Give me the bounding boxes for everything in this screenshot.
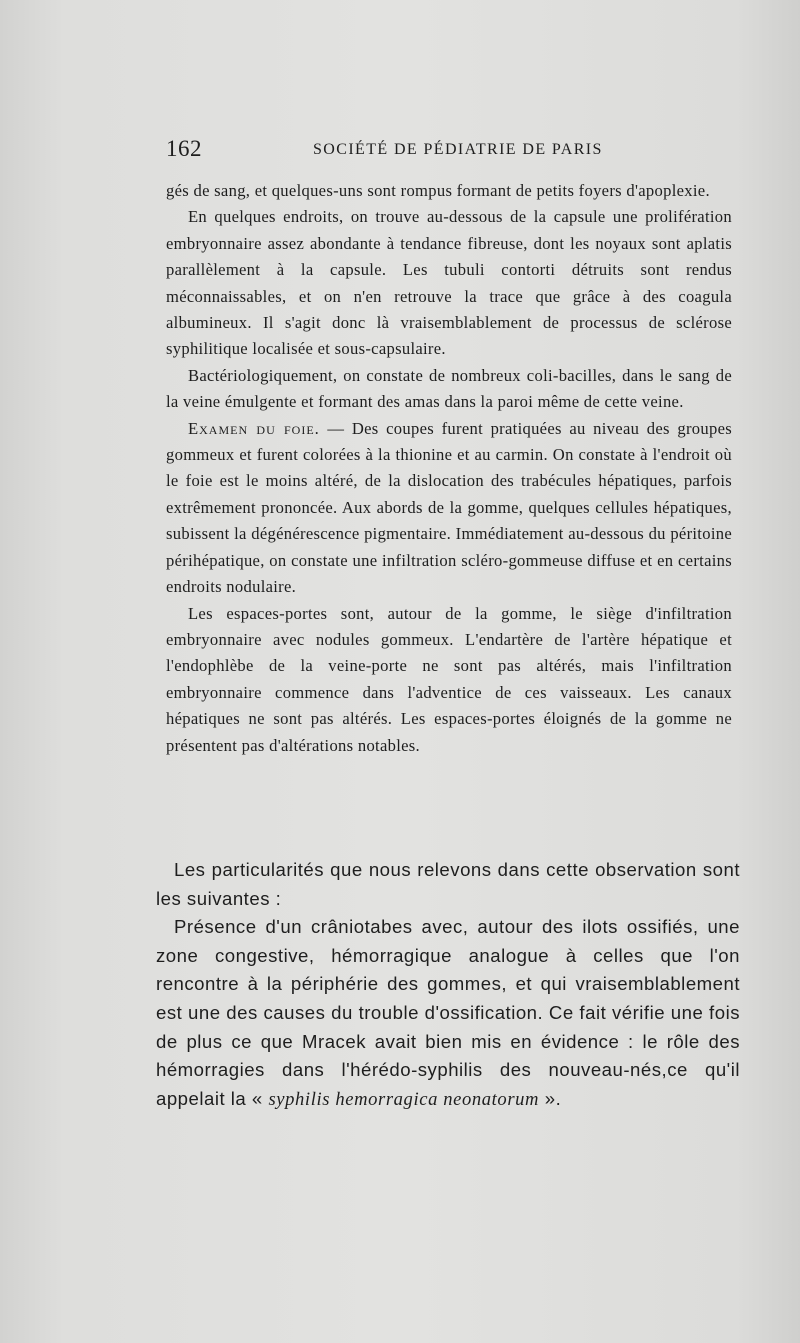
paragraph-particularites: Les particularités que nous relevons dans cette observation sont les suivantes :: [156, 859, 740, 909]
case-report-text: [166, 178, 732, 759]
paragraph-examen-foie: [166, 416, 732, 601]
page-header: [166, 136, 732, 166]
paragraph-craniotabes-text: Présence d'un crâniotabes avec, autour des ilots ossifiés, une zone congestive, hémorragique analogue à celles que l'on rencontre à la périphérie des gommes, et qui vraisemblablement est une des causes du trouble d'ossification. Ce fait vérifie une fois de plus ce que Mracek avait bien mis en évidence : le rôle des hémorragies dans l'hérédo-syphilis des nouveau-nés,ce qu'il appelait la «: [156, 916, 740, 1109]
paragraph-espaces-portes: Les espaces-portes sont, autour de la gomme, le siège d'infiltration embryonnaire avec nodules gommeux. L'endartère de l'artère hépatique et l'endophlèbe de la veine-porte ne sont pas altérés, mais l'infiltration embryonnaire commence dans l'adventice de ces vaisseaux. Les canaux hépatiques ne sont pas altérés. Les espaces-portes éloignés de la gomme ne présentent pas d'altérations notables.: [166, 603, 732, 755]
paragraph-craniotabes: [156, 913, 740, 1114]
paragraph-apoplexie: gés de sang, et quelques-uns sont rompus formant de petits foyers d'apoplexie.: [166, 181, 710, 200]
page-number: 162: [166, 136, 202, 161]
section-heading-examen-du-foie: Examen du foie.: [188, 418, 320, 438]
conclusion-text: [156, 856, 740, 1114]
latin-term: syphilis hemorragica neonatorum: [268, 1088, 540, 1110]
running-title: SOCIÉTÉ DE PÉDIATRIE DE PARIS: [313, 141, 603, 158]
paragraph-bacteriologie: Bactériologiquement, on constate de nombreux coli-bacilles, dans le sang de la veine émulgente et formant des amas dans la paroi même de cette veine.: [166, 365, 732, 412]
paragraph-examen-foie-text: — Des coupes furent pratiquées au niveau des groupes gommeux et furent colorées à la thionine et au carmin. On constate à l'endroit où le foie est le moins altéré, de la dislocation des trabécules hépatiques, parfois extrêmement prononcée. Aux abords de la gomme, quelques cellules hépatiques, subissent la dégénérescence pigmentaire. Immédiatement au-dessous du péritoine périhépatique, on constate une infiltration scléro-gommeuse diffuse et en certains endroits nodulaire.: [166, 418, 733, 597]
paragraph-craniotabes-end: ».: [539, 1087, 562, 1109]
paragraph-capsule: En quelques endroits, on trouve au-dessous de la capsule une prolifération embryonnaire assez abondante à tendance fibreuse, dont les noyaux sont aplatis parallèlement à la capsule. Les tubuli contorti détruits sont rendus méconnaissables, et on n'en retrouve la trace que grâce à des coagula albumineux. Il s'agit donc là vraisemblablement de processus de sclérose syphilitique localisée et sous-capsulaire.: [166, 207, 732, 359]
